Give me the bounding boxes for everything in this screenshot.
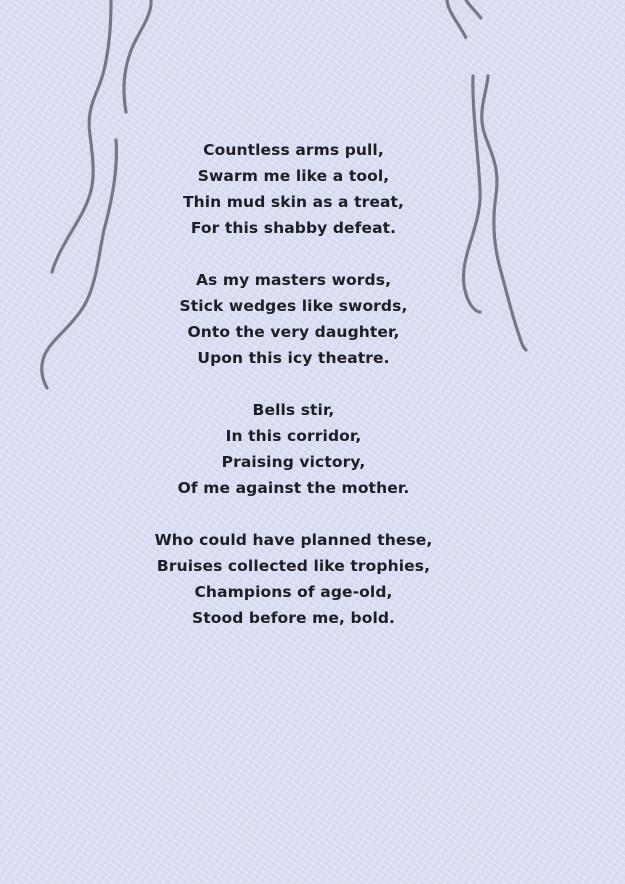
left-vine-2 (124, 0, 151, 112)
poem-line: Who could have planned these, (154, 531, 433, 549)
poem-line: Praising victory, (221, 453, 366, 471)
poem-line: In this corridor, (225, 427, 362, 445)
poem (0, 137, 587, 657)
right-vine-2 (466, 0, 481, 18)
poem-line: For this shabby defeat. (190, 219, 397, 237)
right-vine-1 (447, 0, 466, 38)
poem-line: Bruises collected like trophies, (156, 557, 431, 575)
stanza (0, 527, 587, 631)
poem-line: Stood before me, bold. (191, 609, 396, 627)
poem-line: Countless arms pull, (203, 141, 384, 159)
stanza (0, 137, 587, 241)
poem-line: Upon this icy theatre. (197, 349, 390, 367)
poem-line: Swarm me like a tool, (197, 167, 390, 185)
stanza (0, 267, 587, 371)
poem-line: Bells stir, (252, 401, 335, 419)
poem-line: As my masters words, (195, 271, 392, 289)
poem-line: Onto the very daughter, (187, 323, 400, 341)
stanza (0, 397, 587, 501)
poem-line: Champions of age-old, (194, 583, 393, 601)
poem-line: Thin mud skin as a treat, (182, 193, 405, 211)
poem-line: Of me against the mother. (177, 479, 410, 497)
poem-line: Stick wedges like swords, (179, 297, 408, 315)
